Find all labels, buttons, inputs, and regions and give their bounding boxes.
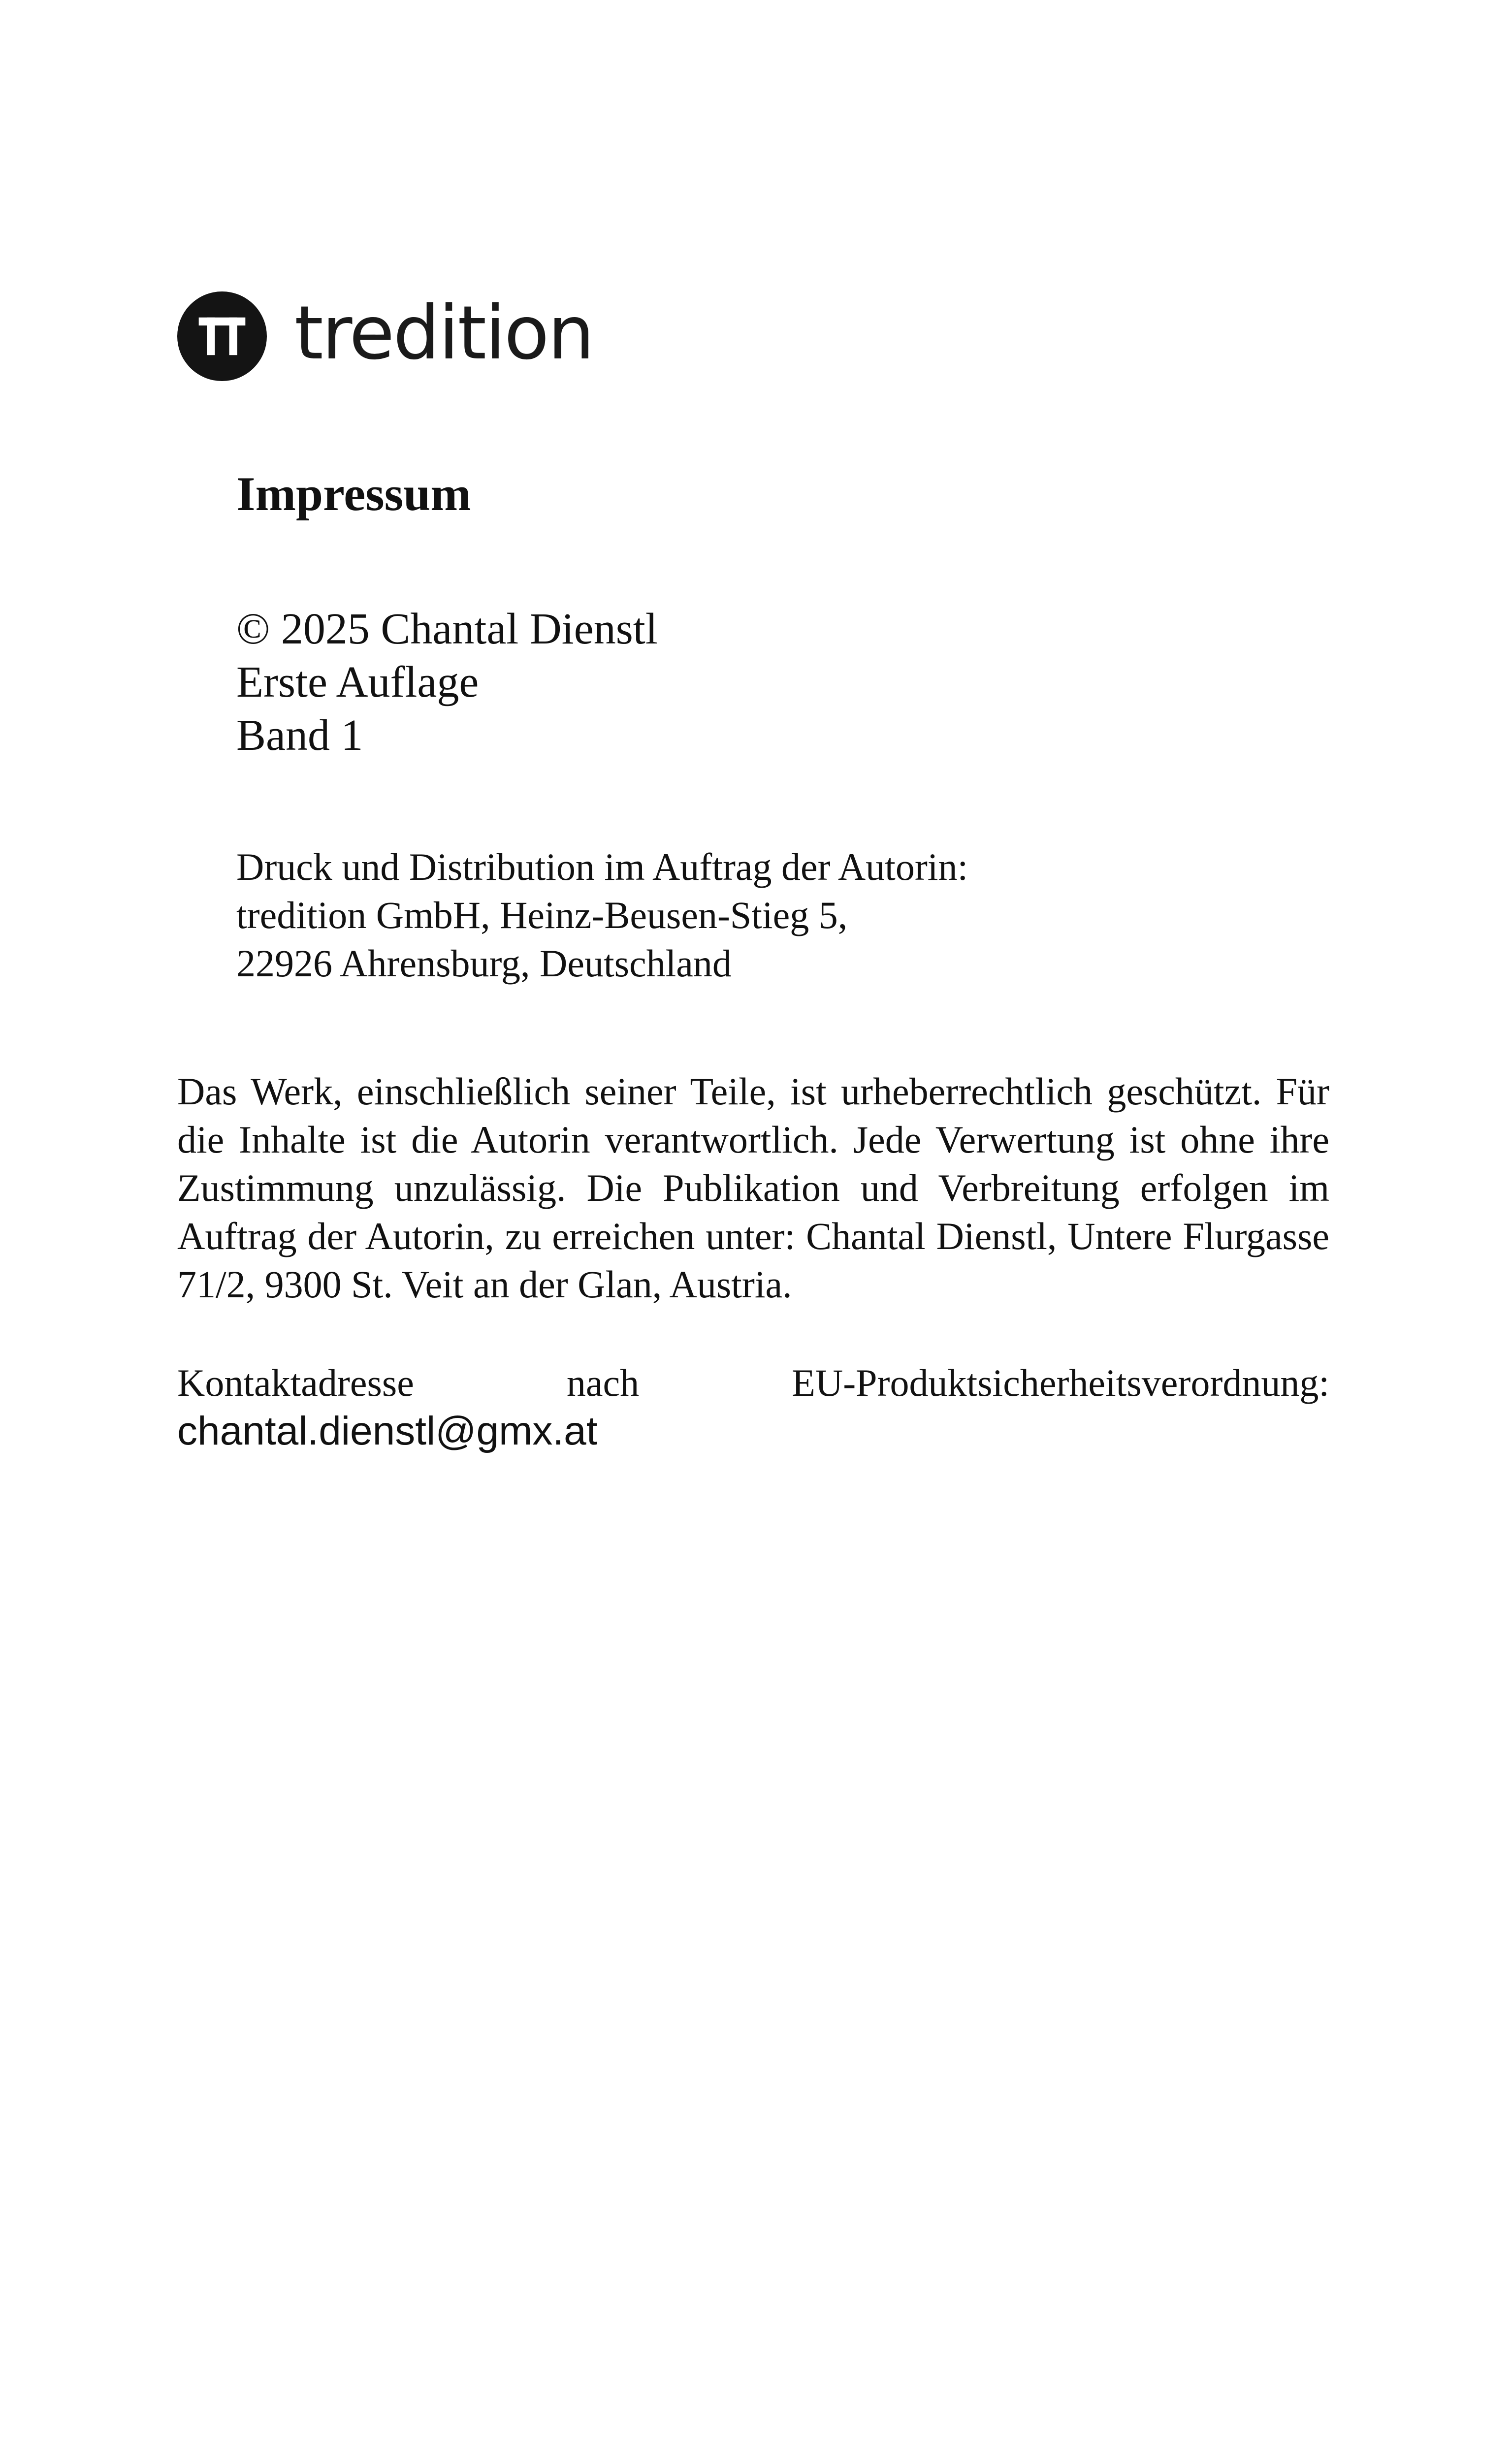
printer-line-1: Druck und Distribution im Auftrag der Autorin:	[236, 845, 968, 888]
printer-address-block	[236, 843, 968, 988]
copyright-block	[236, 603, 658, 762]
contact-email: chantal.dienstl@gmx.at	[177, 1409, 598, 1453]
volume-line: Band 1	[236, 711, 363, 760]
publisher-logo	[177, 291, 593, 381]
printer-line-3: 22926 Ahrensburg, Deutschland	[236, 942, 732, 985]
logo-wordmark: tredition	[294, 290, 593, 376]
contact-notice	[177, 1359, 1329, 1456]
copyright-notice: Das Werk, einschließlich seiner Teile, ist urheberrechtlich geschützt. Für die Inhalte ist die Autorin verantwortlich. Jede Verwertung ist ohne ihre Zustimmung unzulässig. Die Publikation und Verbreitung erfolgen im Auftrag der Autorin, zu erreichen unter: Chantal Dienstl, Untere Flurgasse 71/2, 9300 St. Veit an der Glan, Austria.	[177, 1070, 1329, 1306]
contact-label: Kontaktadresse nach EU-Produktsicherheitsverordnung:	[177, 1361, 1329, 1404]
copyright-line: © 2025 Chantal Dienstl	[236, 605, 658, 653]
tredition-logo-icon	[177, 291, 267, 381]
page-title: Impressum	[236, 467, 471, 521]
printer-line-2: tredition GmbH, Heinz-Beusen-Stieg 5,	[236, 894, 848, 936]
edition-line: Erste Auflage	[236, 658, 479, 707]
